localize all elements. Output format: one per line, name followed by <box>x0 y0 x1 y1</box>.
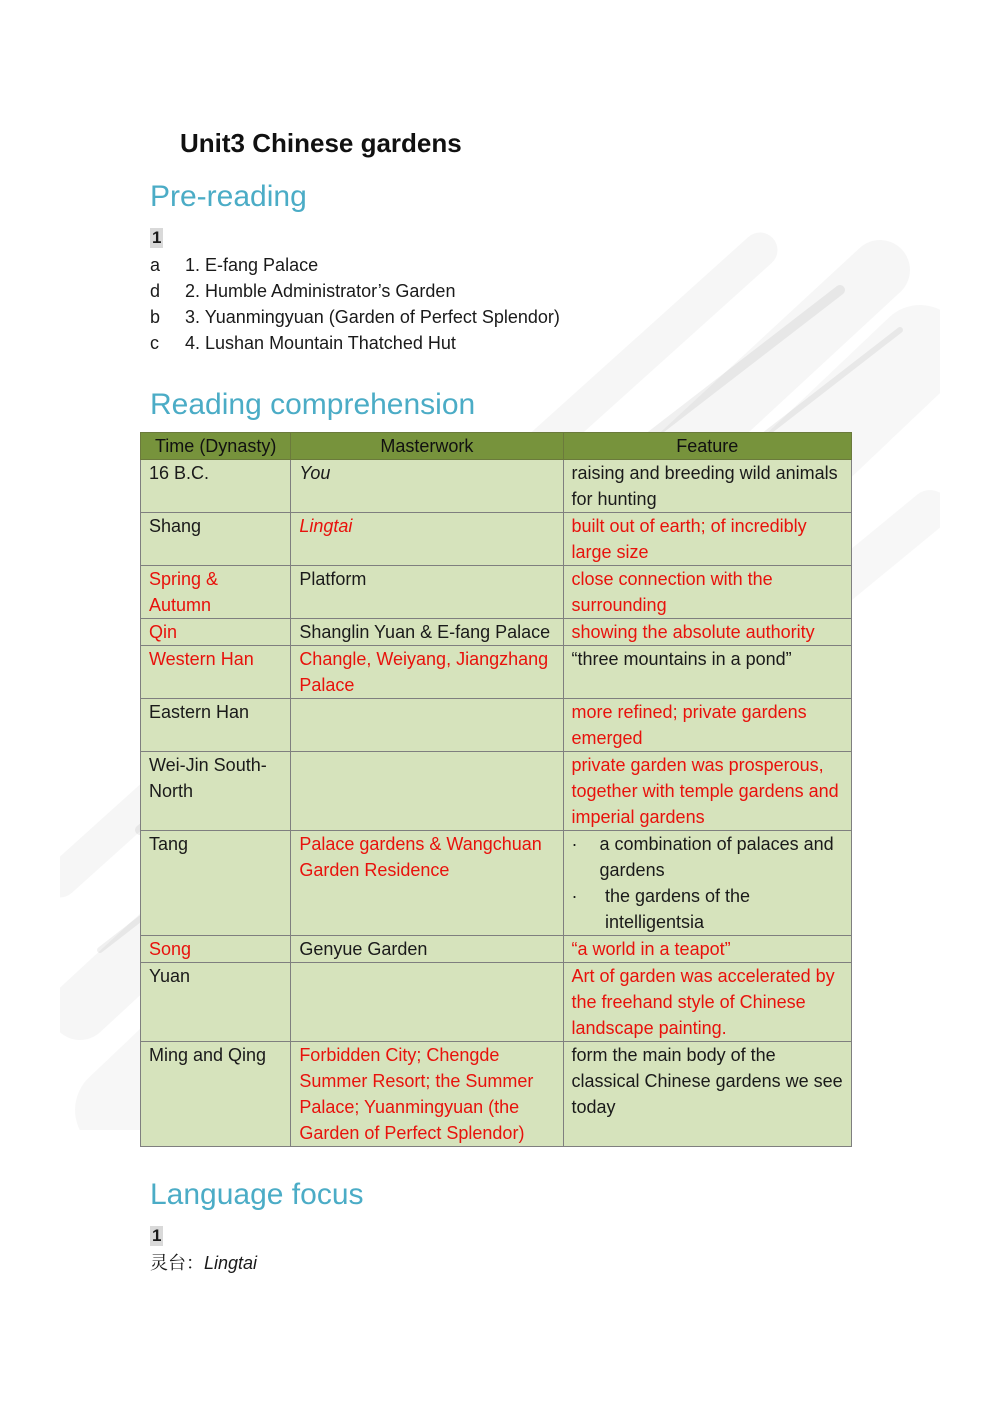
gloss-prefix: 灵台： <box>150 1253 204 1273</box>
table-row <box>141 831 852 936</box>
masterwork-cell: Palace gardens & Wangchuan Garden Residence <box>291 831 563 936</box>
feature-bullet-text: the gardens of the intelligentsia <box>604 886 751 932</box>
match-item <box>150 330 560 356</box>
time-cell: Western Han <box>141 646 291 699</box>
table-row <box>141 752 852 831</box>
reading-comprehension-heading: Reading comprehension <box>150 388 476 421</box>
feature-bullet-item <box>572 831 843 883</box>
feature-cell: raising and breeding wild animals for hunting <box>563 460 851 513</box>
match-text: 2. Humble Administrator’s Garden <box>185 281 456 301</box>
masterwork-cell: Platform <box>291 566 563 619</box>
gloss-line <box>150 1250 257 1276</box>
table-row <box>141 646 852 699</box>
feature-cell: built out of earth; of incredibly large size <box>563 513 851 566</box>
table-row <box>141 566 852 619</box>
dynasty-table <box>140 432 852 1147</box>
gloss-term: Lingtai <box>204 1253 258 1273</box>
time-cell: Tang <box>141 831 291 936</box>
masterwork-cell <box>291 752 563 831</box>
table-row <box>141 619 852 646</box>
masterwork-cell: Genyue Garden <box>291 936 563 963</box>
feature-cell: “a world in a teapot” <box>563 936 851 963</box>
match-text: 1. E-fang Palace <box>185 255 319 275</box>
time-cell: Shang <box>141 513 291 566</box>
bullet-icon: · <box>571 834 578 854</box>
pre-reading-heading: Pre-reading <box>150 180 307 213</box>
table-header-row <box>141 433 852 460</box>
feature-bullet-text: a combination of palaces and gardens <box>599 834 834 880</box>
masterwork-cell: Lingtai <box>291 513 563 566</box>
match-letter: d <box>150 281 161 301</box>
time-cell: Wei-Jin South-North <box>141 752 291 831</box>
language-question-number: 1 <box>152 1226 162 1245</box>
feature-cell: showing the absolute authority <box>563 619 851 646</box>
time-cell: Qin <box>141 619 291 646</box>
match-item <box>150 252 560 278</box>
feature-cell <box>563 831 851 936</box>
match-item <box>150 278 560 304</box>
time-cell: Song <box>141 936 291 963</box>
match-item <box>150 304 560 330</box>
masterwork-cell: Forbidden City; Chengde Summer Resort; the Summer Palace; Yuanmingyuan (the Garden of Perfect Splendor) <box>291 1042 563 1147</box>
match-text: 4. Lushan Mountain Thatched Hut <box>185 333 456 353</box>
feature-cell: “three mountains in a pond” <box>563 646 851 699</box>
feature-cell: close connection with the surrounding <box>563 566 851 619</box>
time-cell: 16 B.C. <box>141 460 291 513</box>
header-masterwork: Masterwork <box>291 433 563 460</box>
bullet-icon: · <box>571 886 578 906</box>
time-cell: Spring & Autumn <box>141 566 291 619</box>
masterwork-cell <box>291 963 563 1042</box>
table-row <box>141 936 852 963</box>
match-letter: b <box>150 307 161 327</box>
feature-cell: Art of garden was accelerated by the freehand style of Chinese landscape painting. <box>563 963 851 1042</box>
header-feature: Feature <box>563 433 851 460</box>
match-text: 3. Yuanmingyuan (Garden of Perfect Splendor) <box>185 307 560 327</box>
time-cell: Yuan <box>141 963 291 1042</box>
masterwork-cell <box>291 699 563 752</box>
table-row <box>141 963 852 1042</box>
header-time: Time (Dynasty) <box>141 433 291 460</box>
table-row <box>141 513 852 566</box>
pre-reading-question-number: 1 <box>152 228 162 247</box>
masterwork-cell: Shanglin Yuan & E-fang Palace <box>291 619 563 646</box>
feature-cell: form the main body of the classical Chinese gardens we see today <box>563 1042 851 1147</box>
match-letter: c <box>150 333 159 353</box>
feature-bullet-item <box>572 883 843 935</box>
matching-answers <box>150 252 560 356</box>
document-title: Unit3 Chinese gardens <box>180 128 462 158</box>
masterwork-cell: Changle, Weiyang, Jiangzhang Palace <box>291 646 563 699</box>
match-letter: a <box>150 255 161 275</box>
feature-cell: private garden was prosperous, together with temple gardens and imperial gardens <box>563 752 851 831</box>
feature-cell: more refined; private gardens emerged <box>563 699 851 752</box>
language-focus-heading: Language focus <box>150 1178 364 1211</box>
masterwork-cell: You <box>291 460 563 513</box>
table-row <box>141 699 852 752</box>
time-cell: Eastern Han <box>141 699 291 752</box>
table-row <box>141 460 852 513</box>
time-cell: Ming and Qing <box>141 1042 291 1147</box>
table-row <box>141 1042 852 1147</box>
